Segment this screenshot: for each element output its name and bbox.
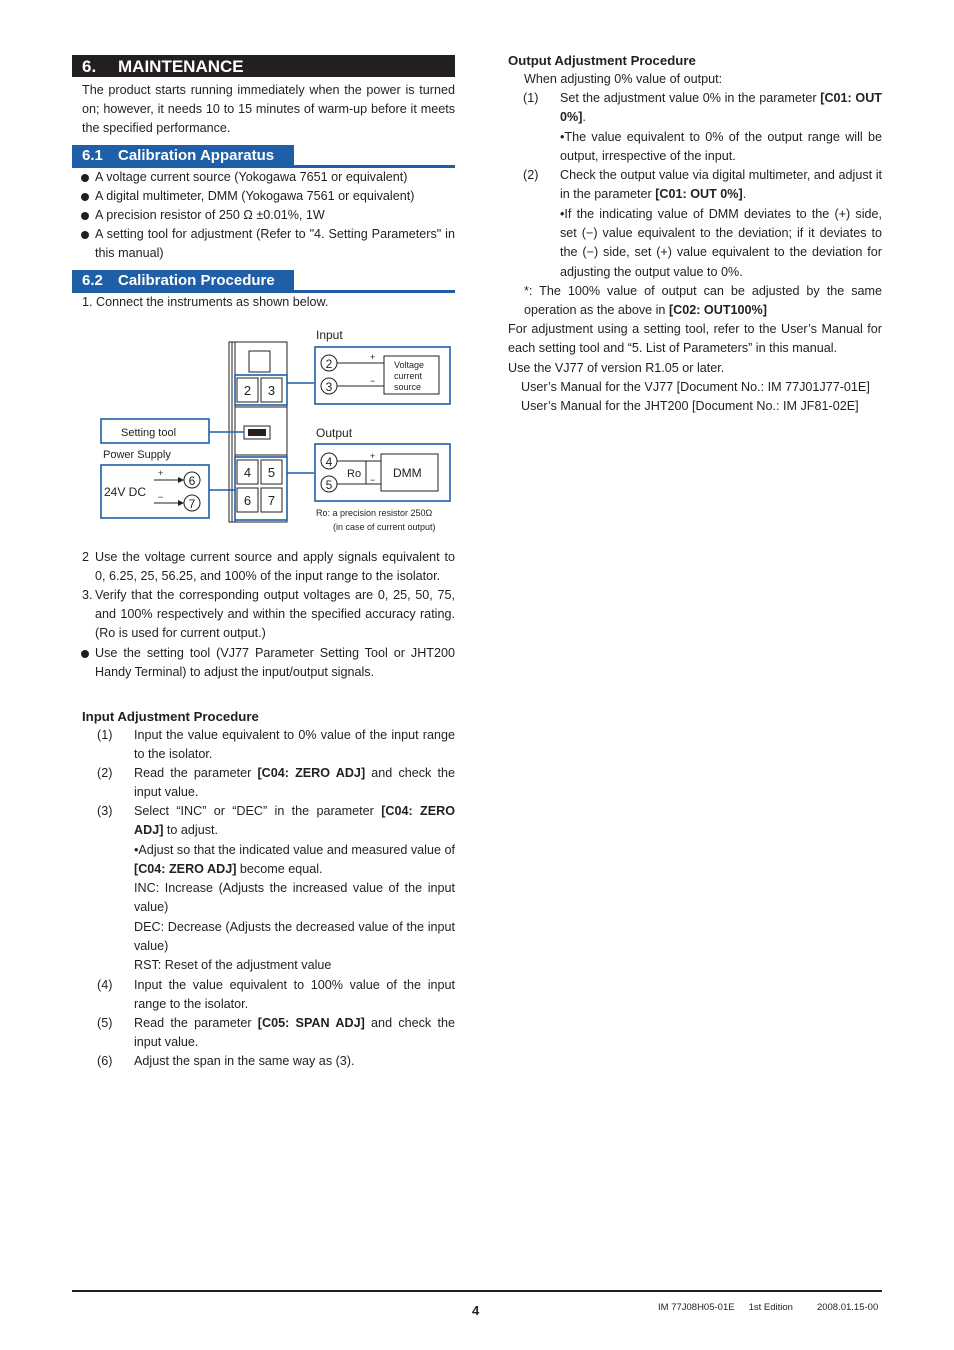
input-step-6: (6) Adjust the span in the same way as (3). bbox=[97, 1054, 355, 1068]
inc-description: INC: Increase (Adjusts the increased value of the input value) bbox=[134, 881, 455, 915]
terminal-2 bbox=[237, 378, 258, 402]
terminal-7 bbox=[261, 488, 282, 512]
step-3: 3. Verify that the corresponding output voltages are 0, 25, 50, 75, and 100% respectively and within the specified accuracy rating. (Ro is used for current output.) bbox=[82, 588, 455, 641]
svg-text:Voltage: Voltage bbox=[394, 360, 425, 370]
step-1: 1. Connect the instruments as shown below. bbox=[82, 295, 329, 309]
bullet-icon bbox=[81, 174, 89, 182]
terminal-3 bbox=[261, 378, 282, 402]
list-item: A digital multimeter, DMM (Yokogawa 7561 or equivalent) bbox=[95, 187, 455, 206]
output-step-1-note: •The value equivalent to 0% of the output range will be output, irrespective of the input. bbox=[560, 130, 882, 164]
document-info bbox=[658, 1302, 892, 1313]
svg-text:4: 4 bbox=[325, 455, 333, 469]
svg-text:2: 2 bbox=[325, 357, 333, 371]
svg-text:3: 3 bbox=[325, 380, 333, 394]
setting-tool-reference: For adjustment using a setting tool, refer to the User’s Manual for each setting tool and “5. List of Parameters” in this manual. bbox=[508, 322, 882, 356]
connection-diagram bbox=[96, 325, 456, 540]
resistor-note: Ro: a precision resistor 250Ω bbox=[316, 508, 433, 518]
svg-text:−: − bbox=[370, 475, 376, 485]
input-step-4: (4) Input the value equivalent to 100% value of the input range to the isolator. bbox=[97, 978, 455, 1012]
version-note: Use the VJ77 of version R1.05 or later. bbox=[508, 361, 725, 375]
resistor-note-sub: (in case of current output) bbox=[333, 522, 436, 532]
svg-text:7: 7 bbox=[267, 493, 276, 508]
svg-text:DMM: DMM bbox=[393, 466, 422, 480]
svg-text:7: 7 bbox=[188, 497, 196, 511]
bullet-icon bbox=[81, 231, 89, 239]
list-item: A voltage current source (Yokogawa 7651 or equivalent) bbox=[95, 168, 455, 187]
terminal-4 bbox=[237, 460, 258, 484]
input-step-2: (2) Read the parameter [C04: ZERO ADJ] and check the input value. bbox=[97, 766, 455, 800]
footer-rule bbox=[72, 1290, 882, 1292]
step-2: 2 Use the voltage current source and apply signals equivalent to 0, 6.25, 25, 56.25, and 100% of the input range to the isolator. bbox=[82, 550, 455, 584]
svg-text:+: + bbox=[370, 352, 376, 362]
subsection-heading-6-1 bbox=[72, 145, 455, 168]
svg-text:−: − bbox=[158, 492, 164, 502]
svg-text:2: 2 bbox=[243, 383, 252, 398]
svg-text:4: 4 bbox=[243, 465, 252, 480]
svg-text:current: current bbox=[394, 371, 423, 381]
svg-text:24V DC: 24V DC bbox=[104, 485, 147, 499]
svg-text:6: 6 bbox=[188, 474, 196, 488]
output-lead: When adjusting 0% value of output: bbox=[524, 72, 723, 86]
svg-text:+: + bbox=[158, 468, 164, 478]
bullet-icon bbox=[81, 650, 89, 658]
dec-description: DEC: Decrease (Adjusts the decreased value of the input value) bbox=[134, 920, 455, 954]
subsection-heading-6-2 bbox=[72, 270, 455, 293]
input-step-5: (5) Read the parameter [C05: SPAN ADJ] and check the input value. bbox=[97, 1016, 455, 1050]
output-step-2-note: •If the indicating value of DMM deviates to the (+) side, set (−) value equivalent to the deviation; if it deviates to the (−) side, set (+) value equivalent to the deviation for adjusting the output value to 0%. bbox=[560, 207, 882, 279]
input-step-3-note: •Adjust so that the indicated value and measured value of [C04: ZERO ADJ] become equal. bbox=[134, 843, 455, 877]
svg-text:−: − bbox=[370, 376, 376, 386]
output-adjustment-title: Output Adjustment Procedure bbox=[508, 53, 696, 68]
ro-label: Ro bbox=[347, 468, 362, 480]
subsection-title: Calibration Procedure bbox=[118, 272, 275, 289]
section-title: MAINTENANCE bbox=[118, 57, 244, 76]
svg-text:Setting tool: Setting tool bbox=[121, 427, 177, 439]
svg-text:+: + bbox=[370, 451, 376, 461]
subsection-number: 6.1 bbox=[82, 147, 103, 164]
section-number: 6. bbox=[82, 57, 97, 76]
bullet-icon bbox=[81, 212, 89, 220]
terminal-6 bbox=[237, 488, 258, 512]
list-item: A precision resistor of 250 Ω ±0.01%, 1W bbox=[95, 206, 455, 225]
rst-description: RST: Reset of the adjustment value bbox=[134, 958, 332, 972]
edition: 1st Edition bbox=[748, 1302, 793, 1313]
revision-date: 2008.01.15-00 bbox=[816, 1302, 879, 1313]
output-step-2: (2) Check the output value via digital multimeter, and adjust it in the parameter [C01: OUT 0%]. bbox=[523, 168, 882, 202]
subsection-number: 6.2 bbox=[82, 272, 103, 289]
list-item: A setting tool for adjustment (Refer to "4. Setting Parameters" in this manual) bbox=[95, 225, 455, 263]
svg-text:source: source bbox=[394, 382, 422, 392]
page-number: 4 bbox=[472, 1303, 480, 1318]
power-supply-label: Power Supply bbox=[103, 449, 171, 461]
input-step-1: (1) Input the value equivalent to 0% value of the input range to the isolator. bbox=[97, 728, 455, 762]
output-100-note: *: The 100% value of output can be adjusted by the same operation as the above in [C02: OUT100%] bbox=[524, 284, 882, 318]
intro-paragraph: The product starts running immediately when the power is turned on; however, it needs 10 to 15 minutes of warm-up before it meets the specified performance. bbox=[82, 83, 455, 136]
svg-text:3: 3 bbox=[267, 383, 276, 398]
subsection-title: Calibration Apparatus bbox=[118, 147, 275, 164]
output-step-1: (1) Set the adjustment value 0% in the parameter [C01: OUT 0%]. bbox=[523, 91, 882, 125]
output-label: Output bbox=[316, 426, 353, 440]
input-label: Input bbox=[316, 328, 343, 342]
document-number: IM 77J08H05-01E bbox=[658, 1302, 735, 1313]
list-item: Use the setting tool (VJ77 Parameter Setting Tool or JHT200 Handy Terminal) to adjust the input/output signals. bbox=[95, 644, 455, 682]
svg-text:6: 6 bbox=[243, 493, 252, 508]
manual-reference-vj77: User’s Manual for the VJ77 [Document No.: IM 77J01J77-01E] bbox=[521, 380, 870, 394]
terminal-5 bbox=[261, 460, 282, 484]
svg-text:5: 5 bbox=[325, 478, 333, 492]
input-step-3: (3) Select “INC” or “DEC” in the parameter [C04: ZERO ADJ] to adjust. bbox=[97, 804, 455, 838]
svg-text:5: 5 bbox=[267, 465, 276, 480]
bullet-icon bbox=[81, 193, 89, 201]
section-heading bbox=[72, 55, 455, 77]
input-adjustment-title: Input Adjustment Procedure bbox=[82, 709, 259, 724]
manual-reference-jht200: User’s Manual for the JHT200 [Document No.: IM JF81-02E] bbox=[521, 399, 859, 413]
